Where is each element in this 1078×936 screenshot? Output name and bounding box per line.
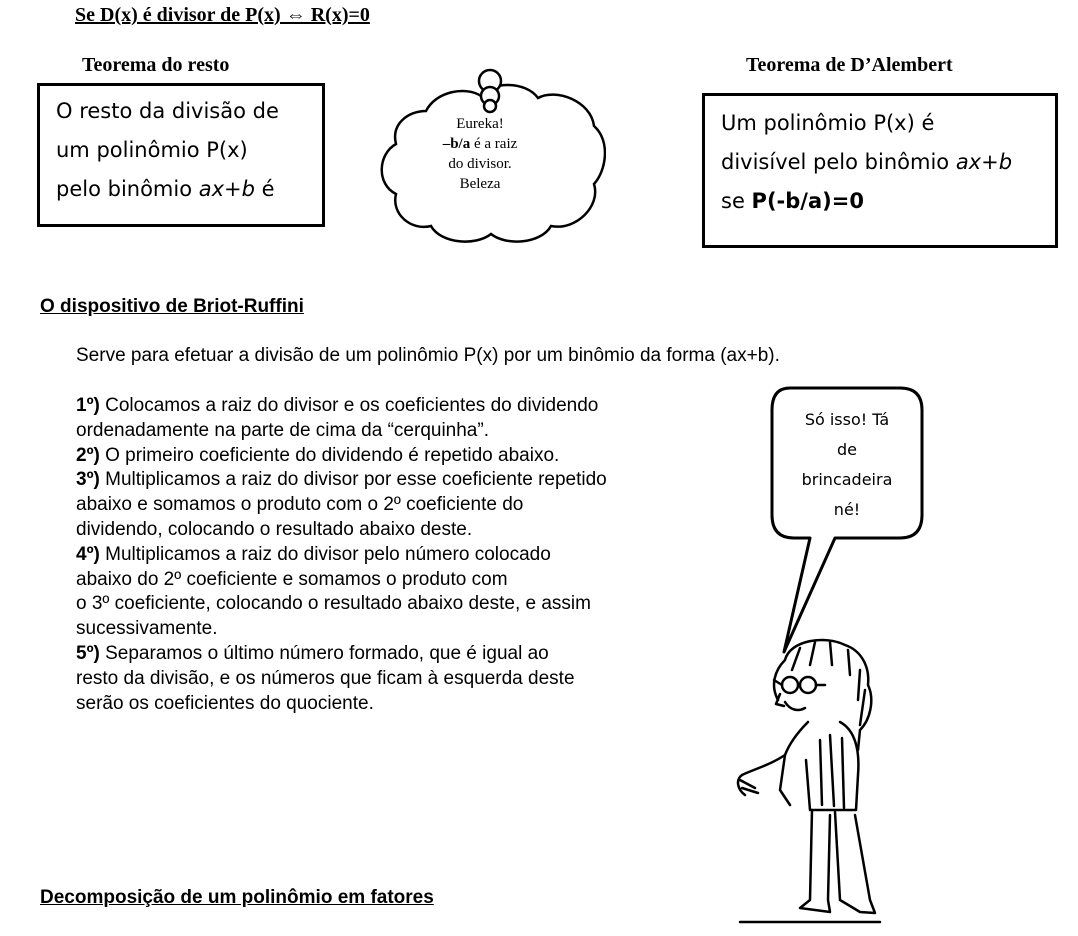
speech-line-3: brincadeira <box>801 470 893 489</box>
step-3-text-1: Multiplicamos a raiz do divisor por esse coeficiente repetido <box>99 469 607 491</box>
eureka-line-4: Beleza <box>459 176 501 192</box>
cartoon-character <box>730 630 890 930</box>
step-3-text-3: dividendo, colocando o resultado abaixo deste. <box>76 518 473 540</box>
step-4-number: 4º) <box>76 543 100 565</box>
briot-steps <box>76 394 716 716</box>
character-glasses-right <box>800 677 816 693</box>
step-2-text-1: O primeiro coeficiente do dividendo é repetido abaixo. <box>99 444 560 466</box>
step-4-text-1: Multiplicamos a raiz do divisor pelo número colocado <box>99 543 551 565</box>
step-5 <box>76 642 716 716</box>
speech-line-2: de <box>837 440 857 459</box>
step-2-line-1 <box>76 444 716 469</box>
resto-line-3 <box>56 170 322 209</box>
theorem-resto-title: Teorema do resto <box>82 54 230 76</box>
resto-line-1: O resto da divisão de <box>56 99 279 123</box>
eureka-line-2-text: é a raiz <box>470 136 518 152</box>
step-1-text-1: Colocamos a raiz do divisor e os coeficientes do dividendo <box>99 395 599 416</box>
eureka-root: –b/a <box>442 136 471 152</box>
decomposition-heading: Decomposição de um polinômio em fatores <box>40 887 434 908</box>
dalembert-line-2 <box>721 143 1055 182</box>
step-4-text-4: sucessivamente. <box>76 618 218 640</box>
step-5-text-1: Separamos o último número formado, que é igual ao <box>99 642 549 664</box>
step-3-text-2: abaixo e somamos o produto com o 2º coeficiente do <box>76 494 524 516</box>
speech-line-4: né! <box>833 500 861 519</box>
character-hair <box>774 640 871 750</box>
step-5-text-2: resto da divisão, e os números que ficam à esquerda deste <box>76 667 575 689</box>
dalembert-condition: P(-b/a)=0 <box>751 189 864 213</box>
briot-heading: O dispositivo de Briot-Ruffini <box>40 296 304 317</box>
step-3-number: 3º) <box>76 469 100 491</box>
theorem-dalembert-box <box>702 93 1058 248</box>
dalembert-binomial: ax+b <box>955 150 1013 174</box>
step-5-line-1 <box>76 642 716 667</box>
briot-intro: Serve para efetuar a divisão de um polinômio P(x) por um binômio da forma (ax+b). <box>76 345 780 366</box>
step-1-text-2: ordenadamente na parte de cima da “cerquinha”. <box>76 419 489 441</box>
character-arm <box>738 755 785 795</box>
step-1 <box>76 394 716 444</box>
top-formula: Se D(x) é divisor de P(x) ⇔ R(x)=0 <box>75 4 370 26</box>
eureka-text <box>415 114 545 194</box>
step-4 <box>76 543 716 642</box>
eureka-line-3: do divisor. <box>448 156 512 172</box>
step-5-text-3: serão os coeficientes do quociente. <box>76 692 374 714</box>
step-5-number: 5º) <box>76 642 100 664</box>
step-2 <box>76 444 716 469</box>
resto-line-3-end: é <box>254 177 275 201</box>
step-1-number: 1º) <box>76 395 100 416</box>
step-3 <box>76 468 716 542</box>
resto-line-3-text: pelo binômio <box>56 177 199 201</box>
speech-text <box>772 405 922 525</box>
resto-binomial: ax+b <box>198 177 255 201</box>
step-2-number: 2º) <box>76 444 100 466</box>
speech-line-1: Só isso! Tá <box>804 410 890 429</box>
dalembert-line-1: Um polinômio P(x) é <box>721 111 935 135</box>
eureka-line-2 <box>415 134 545 154</box>
character-glasses-left <box>782 677 798 693</box>
theorem-resto-box <box>37 83 325 227</box>
step-4-line-1 <box>76 543 716 568</box>
step-4-text-2: abaixo do 2º coeficiente e somamos o produto com <box>76 568 508 590</box>
character-legs <box>800 810 875 913</box>
step-4-text-3: o 3º coeficiente, colocando o resultado abaixo deste, e assim <box>76 593 591 615</box>
eureka-line-1: Eureka! <box>456 116 504 132</box>
dalembert-line-3-text: se <box>721 189 752 213</box>
theorem-dalembert-title: Teorema de D’Alembert <box>746 54 953 76</box>
dalembert-line-3 <box>721 182 1055 221</box>
character-shirt <box>780 722 858 810</box>
step-3-line-1 <box>76 468 716 493</box>
resto-line-2: um polinômio P(x) <box>56 138 248 162</box>
step-1-line-1 <box>76 394 716 419</box>
dalembert-line-2-text: divisível pelo binômio <box>721 150 956 174</box>
